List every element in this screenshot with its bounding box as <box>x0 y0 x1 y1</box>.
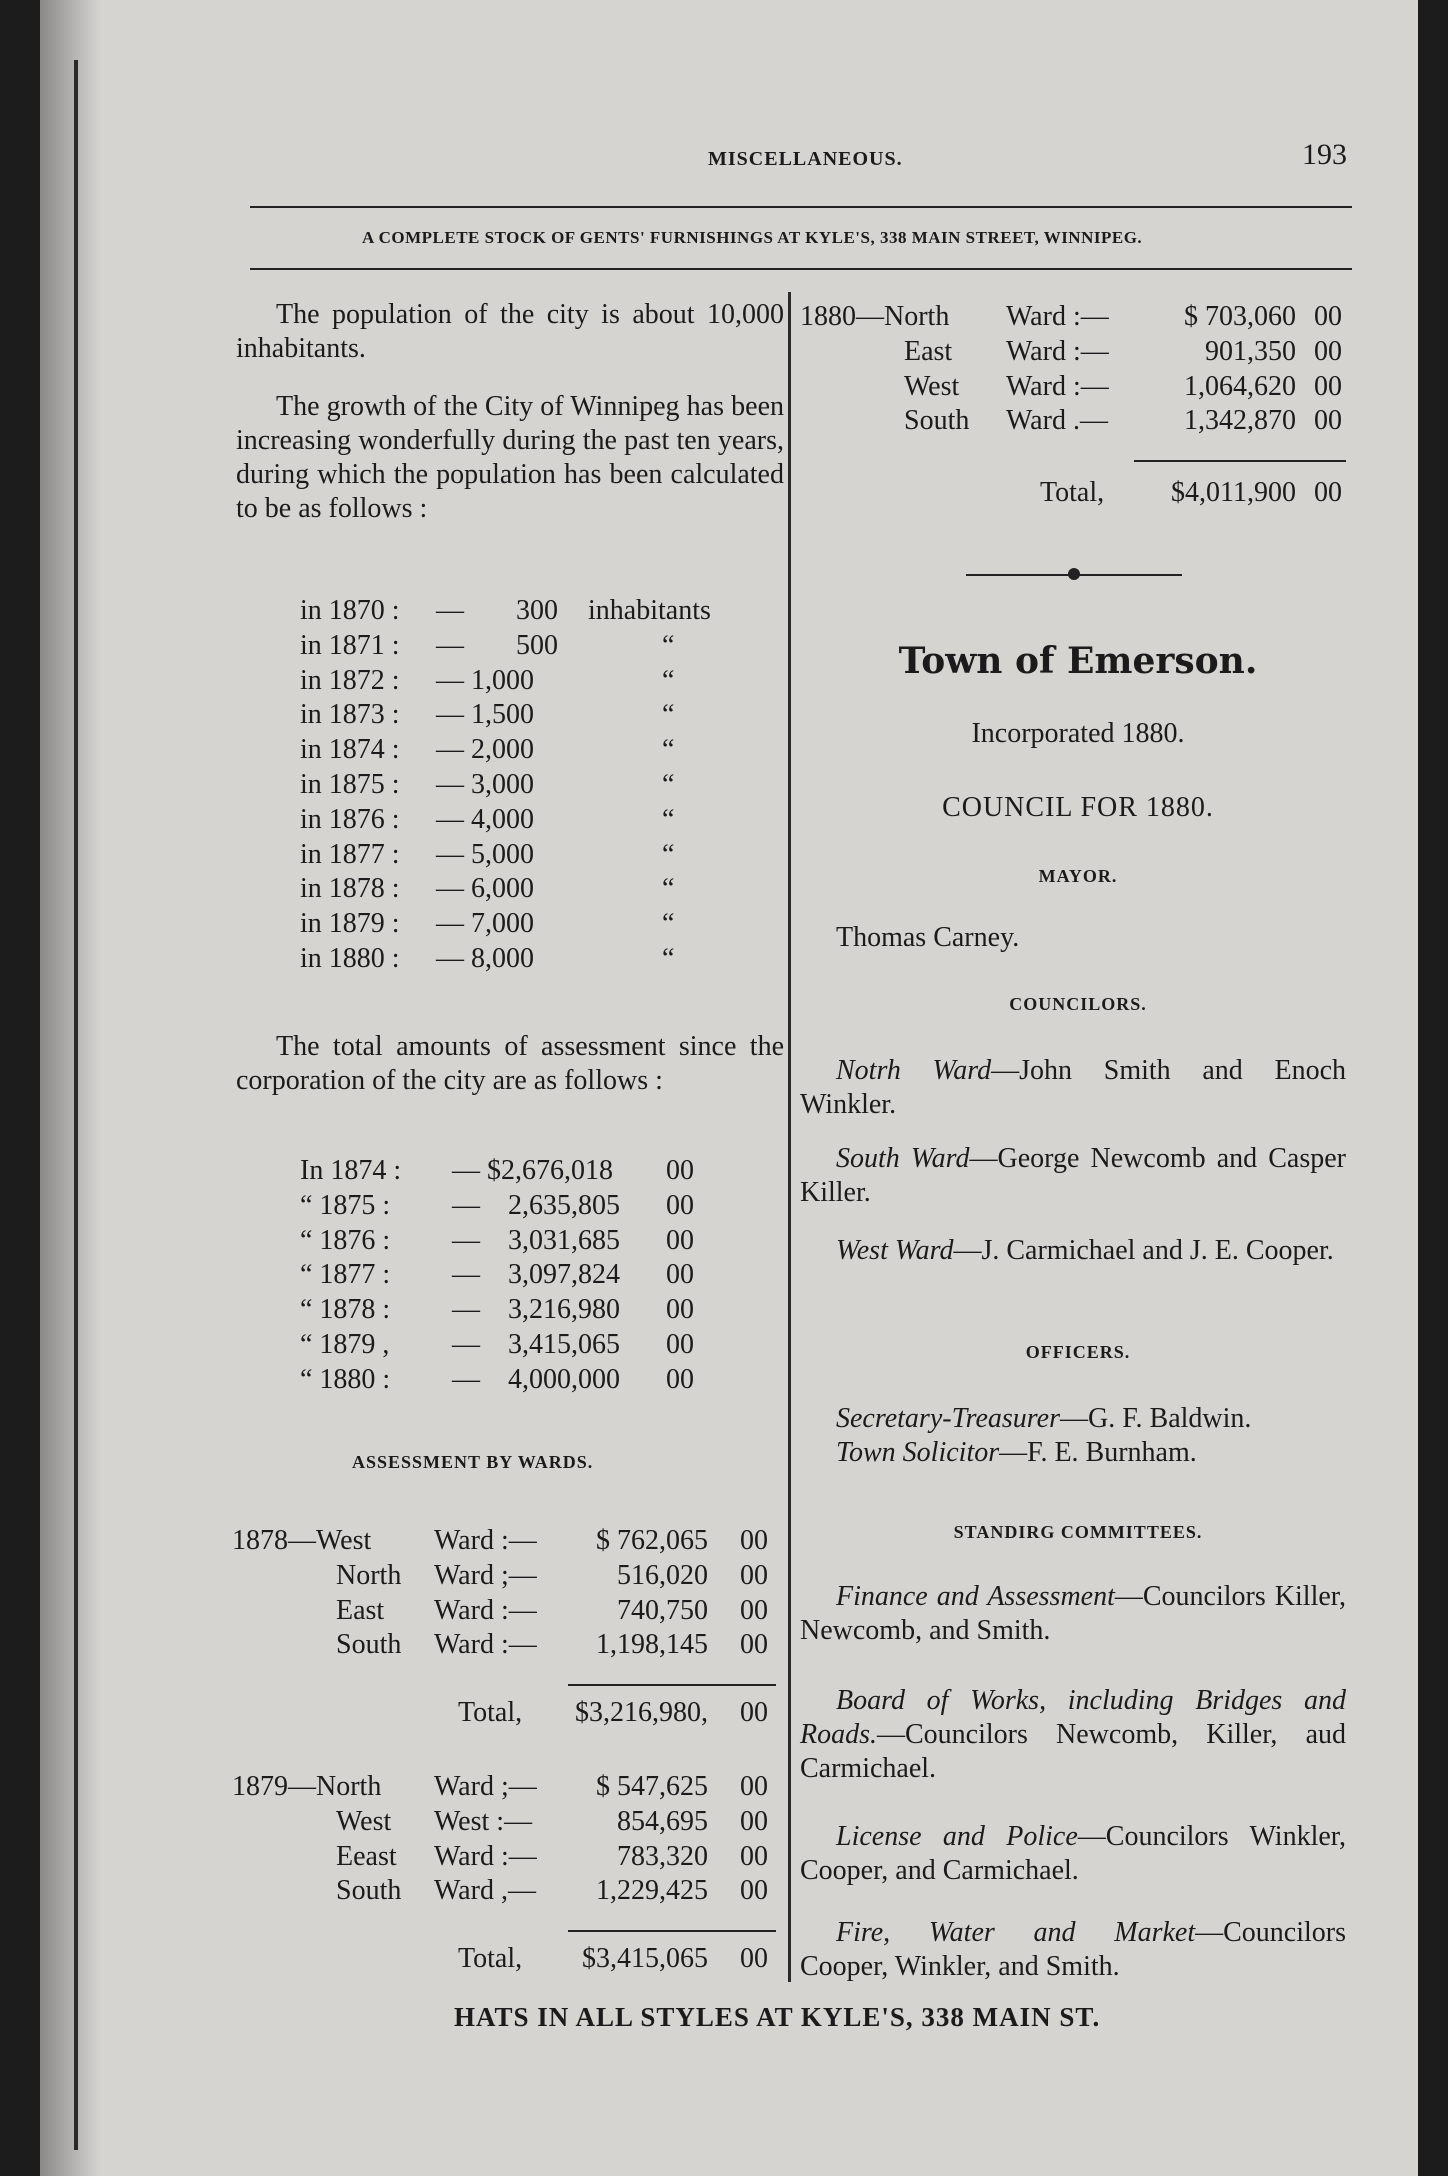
assessment-row <box>300 1258 780 1293</box>
population-row <box>300 907 780 942</box>
ward-label: 1878—West <box>232 1525 372 1556</box>
mayor-name: Thomas Carney. <box>836 922 1020 953</box>
ward-row <box>800 300 1356 335</box>
ward-row <box>800 370 1356 405</box>
population-unit: “ <box>662 942 675 974</box>
population-dash: — 3,000 <box>436 768 534 800</box>
ward-cents: 00 <box>1314 301 1342 332</box>
ward-name: Ward :— <box>434 1840 537 1872</box>
population-dash: — 2,000 <box>436 734 534 766</box>
population-dash: — 1,000 <box>436 664 534 696</box>
committee-finance: Finance and Assessment—Councilors Killer, Newcomb, and Smith. <box>800 1581 1346 1646</box>
assessment-dash: — $2,676,018 <box>452 1155 613 1186</box>
assessment-row <box>300 1363 780 1398</box>
ward-label: North <box>336 1559 402 1591</box>
ward-label: 1879—North <box>232 1771 382 1802</box>
assessment-amount: 2,635,805 <box>508 1189 620 1221</box>
banner-rule <box>250 268 1352 270</box>
assessment-year: “ 1876 : <box>300 1224 391 1256</box>
population-unit: “ <box>662 664 675 696</box>
ward-label: East <box>336 1594 385 1626</box>
ward-row <box>232 1559 782 1594</box>
total-label: Total, <box>1040 477 1105 508</box>
ward-row <box>232 1594 782 1629</box>
population-row <box>300 942 780 977</box>
population-dash: — <box>436 595 464 626</box>
population-unit: “ <box>662 699 675 731</box>
population-year: in 1870 : <box>300 595 400 626</box>
ward-amount: 901,350 <box>1205 335 1296 367</box>
ward-row <box>232 1840 782 1875</box>
ward-cents: 00 <box>740 1559 768 1591</box>
assessment-year: “ 1875 : <box>300 1189 391 1221</box>
total-1878-rule <box>568 1684 776 1686</box>
councilor-north: Notrh Ward—John Smith and Enoch Winkler. <box>800 1055 1346 1120</box>
ward-amount: 1,342,870 <box>1184 405 1296 437</box>
total-row <box>232 1942 782 1977</box>
ward-amount: 516,020 <box>617 1559 708 1591</box>
ward-label: West <box>904 370 960 402</box>
population-unit: “ <box>662 734 675 766</box>
assessment-cents: 00 <box>666 1189 694 1221</box>
assessment-year: “ 1878 : <box>300 1294 391 1326</box>
assessment-year: “ 1877 : <box>300 1259 391 1291</box>
town-title: Town of Emerson. <box>898 640 1258 682</box>
population-dash: — 8,000 <box>436 942 534 974</box>
population-year: in 1880 : <box>300 942 400 974</box>
ward-row <box>232 1874 782 1909</box>
population-year: in 1875 : <box>300 768 400 800</box>
population-row <box>300 594 780 629</box>
ward-amount: 1,064,620 <box>1184 370 1296 402</box>
total-label: Total, <box>458 1697 523 1728</box>
population-unit: “ <box>662 768 675 800</box>
ward-name: West :— <box>434 1805 533 1837</box>
population-row <box>300 768 780 803</box>
officer-secretary: Secretary-Treasurer—G. F. Baldwin. <box>836 1403 1252 1434</box>
ward-amount: 783,320 <box>617 1840 708 1872</box>
population-unit: “ <box>662 629 675 661</box>
ward-amount: $ 547,625 <box>596 1771 708 1802</box>
population-year: in 1871 : <box>300 629 400 661</box>
total-amount: $3,216,980, <box>575 1697 708 1728</box>
ward-row <box>232 1628 782 1663</box>
ward-cents: 00 <box>1314 405 1342 437</box>
councilors-heading: COUNCILORS. <box>1009 994 1147 1014</box>
ward-name: Ward :— <box>1006 335 1109 367</box>
committee-fire: Fire, Water and Market—Councilors Cooper, Winkler, and Smith. <box>800 1917 1346 1982</box>
ward-label: 1880—North <box>800 301 950 332</box>
population-year: in 1879 : <box>300 908 400 940</box>
assessment-row <box>300 1328 780 1363</box>
ward-label: East <box>904 335 953 367</box>
committee-license: License and Police—Councilors Winkler, Cooper, and Carmichael. <box>800 1821 1346 1886</box>
total-label: Total, <box>458 1943 523 1974</box>
assessment-dash: — <box>452 1224 480 1256</box>
assessment-dash: — <box>452 1259 480 1291</box>
population-dash: — <box>436 629 464 661</box>
population-dash: — 7,000 <box>436 908 534 940</box>
binding-line <box>74 60 78 2150</box>
ward-cents: 00 <box>740 1629 768 1661</box>
ward-row <box>800 335 1356 370</box>
wards-1880-table <box>800 300 1356 439</box>
population-value: 300 <box>516 595 558 626</box>
population-value: 500 <box>516 629 558 661</box>
assessment-year: “ 1880 : <box>300 1363 391 1395</box>
page-edge-shadow <box>40 0 100 2176</box>
population-year: in 1872 : <box>300 664 400 696</box>
assessment-cents: 00 <box>666 1155 694 1186</box>
population-row <box>300 629 780 664</box>
ward-name: Ward :— <box>1006 370 1109 402</box>
bottom-banner: HATS IN ALL STYLES AT KYLE'S, 338 MAIN ST. <box>454 2002 1101 2032</box>
column-divider <box>788 292 791 1982</box>
assessment-amount: 3,031,685 <box>508 1224 620 1256</box>
total-cents: 00 <box>740 1697 768 1728</box>
growth-paragraph: The growth of the City of Winnipeg has been increasing wonderfully during the past ten years, during which the population has been calculated to be as follows : <box>236 391 784 524</box>
ward-name: Ward :— <box>434 1629 537 1661</box>
assessment-row <box>300 1189 780 1224</box>
population-table <box>300 594 780 977</box>
assessment-cents: 00 <box>666 1259 694 1291</box>
population-dash: — 5,000 <box>436 838 534 870</box>
population-row <box>300 803 780 838</box>
ward-cents: 00 <box>740 1525 768 1556</box>
population-year: in 1878 : <box>300 873 400 905</box>
assessment-amount: 4,000,000 <box>508 1363 620 1395</box>
ward-amount: $ 703,060 <box>1184 301 1296 332</box>
population-dash: — 6,000 <box>436 873 534 905</box>
population-row <box>300 838 780 873</box>
assessment-row <box>300 1224 780 1259</box>
population-paragraph: The population of the city is about 10,000 inhabitants. <box>236 299 784 364</box>
assessment-amount: 3,097,824 <box>508 1259 620 1291</box>
assessment-cents: 00 <box>666 1224 694 1256</box>
assessment-amount: 3,415,065 <box>508 1328 620 1360</box>
population-year: in 1874 : <box>300 734 400 766</box>
population-year: in 1873 : <box>300 699 400 731</box>
population-dash: — 1,500 <box>436 699 534 731</box>
ward-label: South <box>336 1629 402 1661</box>
councilor-south: South Ward—George Newcomb and Casper Killer. <box>800 1143 1347 1208</box>
mayor-heading: MAYOR. <box>1038 866 1118 886</box>
assessment-cents: 00 <box>666 1328 694 1360</box>
ward-label: South <box>336 1875 402 1907</box>
wards-1879-table <box>232 1770 782 1909</box>
total-1879 <box>232 1942 782 1977</box>
ward-amount: $ 762,065 <box>596 1525 708 1556</box>
incorporated-line: Incorporated 1880. <box>971 718 1185 749</box>
ward-row <box>232 1805 782 1840</box>
assessment-cents: 00 <box>666 1294 694 1326</box>
population-unit: “ <box>662 838 675 870</box>
ward-name: Ward :— <box>434 1594 537 1626</box>
total-amount: $4,011,900 <box>1171 477 1296 508</box>
ward-name: Ward ;— <box>434 1559 537 1591</box>
ward-cents: 00 <box>1314 335 1342 367</box>
ward-cents: 00 <box>740 1840 768 1872</box>
assessment-row <box>300 1154 780 1189</box>
ward-label: South <box>904 405 970 437</box>
ward-name: Ward .— <box>1006 405 1108 437</box>
ward-row <box>800 404 1356 439</box>
assessment-amount: 3,216,980 <box>508 1294 620 1326</box>
total-1878 <box>232 1696 782 1731</box>
page-number: 193 <box>1302 138 1347 171</box>
population-year: in 1876 : <box>300 803 400 835</box>
population-unit: “ <box>662 908 675 940</box>
committee-works: Board of Works, including Bridges and Roads.—Councilors Newcomb, Killer, aud Carmichael. <box>800 1685 1346 1784</box>
officers-heading: OFFICERS. <box>1025 1342 1131 1362</box>
councilor-west: West Ward—J. Carmichael and J. E. Cooper. <box>836 1235 1334 1266</box>
total-1880 <box>800 476 1356 511</box>
ward-name: Ward ;— <box>434 1771 537 1802</box>
ward-row <box>232 1770 782 1805</box>
top-banner: A COMPLETE STOCK OF GENTS' FURNISHINGS AT KYLE'S, 338 MAIN STREET, WINNIPEG. <box>362 228 1143 247</box>
wards-heading: ASSESSMENT BY WARDS. <box>352 1452 594 1472</box>
assessment-cents: 00 <box>666 1363 694 1395</box>
committees-heading: STANDIRG COMMITTEES. <box>953 1522 1203 1542</box>
assessment-dash: — <box>452 1328 480 1360</box>
assessment-dash: — <box>452 1363 480 1395</box>
ward-cents: 00 <box>740 1771 768 1802</box>
total-1879-rule <box>568 1930 776 1932</box>
council-heading: COUNCIL FOR 1880. <box>942 792 1214 823</box>
total-amount: $3,415,065 <box>582 1943 708 1974</box>
ward-amount: 1,229,425 <box>596 1875 708 1907</box>
assessment-dash: — <box>452 1189 480 1221</box>
assessment-year: In 1874 : <box>300 1155 402 1186</box>
ward-label: Eeast <box>336 1840 397 1872</box>
population-unit: “ <box>662 873 675 905</box>
ward-amount: 1,198,145 <box>596 1629 708 1661</box>
population-unit: inhabitants <box>588 595 711 626</box>
wards-1878-table <box>232 1524 782 1663</box>
section-title: MISCELLANEOUS. <box>708 148 903 170</box>
ward-amount: 740,750 <box>617 1594 708 1626</box>
officer-solicitor: Town Solicitor—F. E. Burnham. <box>836 1437 1197 1468</box>
ward-name: Ward :— <box>434 1525 537 1556</box>
population-row <box>300 664 780 699</box>
ward-name: Ward ,— <box>434 1875 536 1907</box>
assessment-row <box>300 1293 780 1328</box>
assessment-paragraph: The total amounts of assessment since the corporation of the city are as follows : <box>236 1031 784 1096</box>
ward-cents: 00 <box>740 1875 768 1907</box>
population-dash: — 4,000 <box>436 803 534 835</box>
population-year: in 1877 : <box>300 838 400 870</box>
ornament-dot <box>1068 568 1080 580</box>
assessment-year: “ 1879 , <box>300 1328 390 1360</box>
ward-cents: 00 <box>1314 370 1342 402</box>
ward-amount: 854,695 <box>617 1805 708 1837</box>
assessment-table <box>300 1154 780 1398</box>
ward-label: West <box>336 1805 392 1837</box>
ward-cents: 00 <box>740 1805 768 1837</box>
total-row <box>800 476 1356 511</box>
population-row <box>300 733 780 768</box>
population-row <box>300 698 780 733</box>
population-row <box>300 872 780 907</box>
total-row <box>232 1696 782 1731</box>
ward-row <box>232 1524 782 1559</box>
total-cents: 00 <box>1314 477 1342 508</box>
population-unit: “ <box>662 803 675 835</box>
ward-cents: 00 <box>740 1594 768 1626</box>
ward-name: Ward :— <box>1006 301 1109 332</box>
header-rule <box>250 206 1352 208</box>
assessment-dash: — <box>452 1294 480 1326</box>
total-1880-rule <box>1134 460 1346 462</box>
total-cents: 00 <box>740 1943 768 1974</box>
